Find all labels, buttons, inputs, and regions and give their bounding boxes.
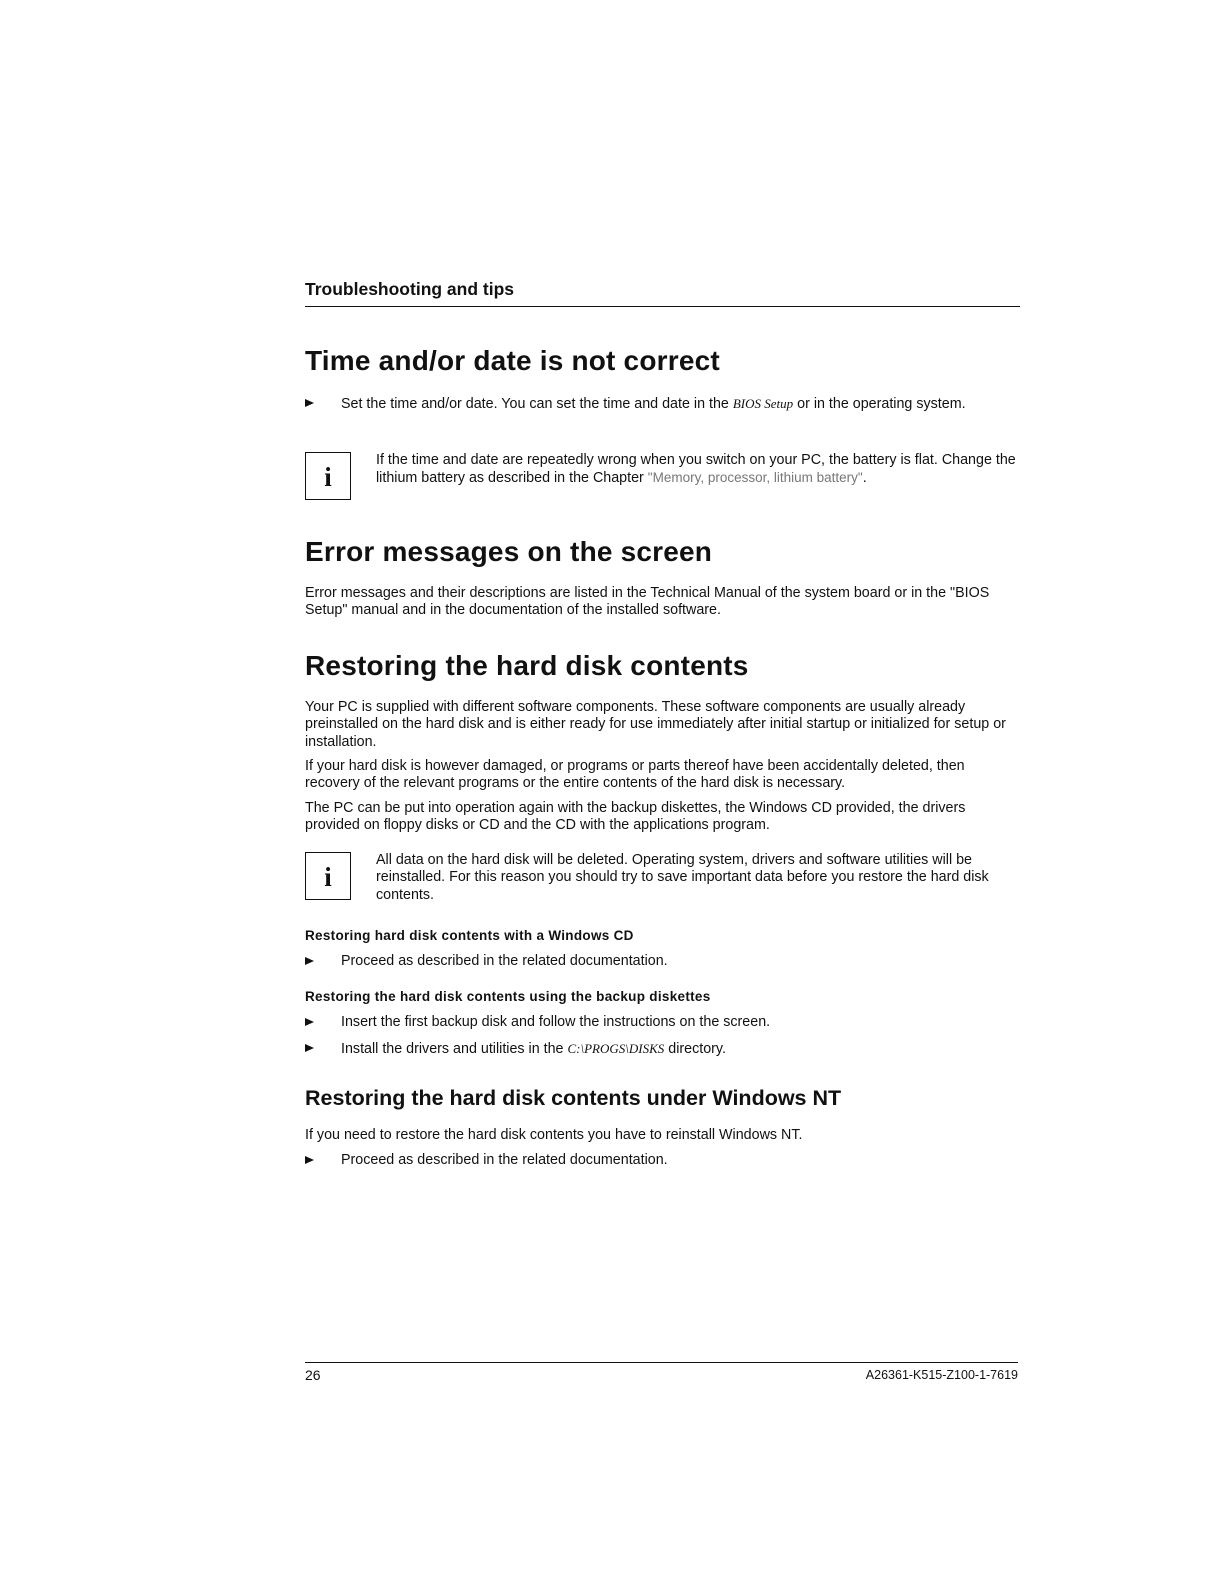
directory-path: C:\PROGS\DISKS	[567, 1041, 665, 1056]
bullet-text: Proceed as described in the related documentation.	[341, 1152, 668, 1168]
info-icon: i	[305, 452, 351, 500]
subheading-windows-cd: Restoring hard disk contents with a Windows CD	[305, 928, 634, 943]
bullet-text: Install the drivers and utilities in the C:\PROGS\DISKS directory.	[341, 1041, 726, 1057]
restore-paragraph-1: Your PC is supplied with different software components. These software components are usually already preinstalled on the hard disk and is either ready for use immediately after initial startup or initialized for setup or installation.	[305, 699, 1006, 750]
manual-page	[305, 0, 1020, 1584]
document-code: A26361-K515-Z100-1-7619	[865, 1368, 1018, 1382]
info-icon: i	[305, 852, 351, 900]
heading-restoring: Restoring the hard disk contents	[305, 650, 749, 681]
running-header: Troubleshooting and tips	[305, 279, 1020, 307]
bullet-arrow-icon	[305, 399, 314, 407]
page-number: 26	[305, 1367, 321, 1383]
note-text: All data on the hard disk will be deleted. Operating system, drivers and software utilities will be reinstalled. For this reason you should try to save important data before you restore the hard disk contents.	[376, 852, 989, 903]
heading-error-messages: Error messages on the screen	[305, 536, 713, 567]
bullet-text: Set the time and/or date. You can set the time and date in the BIOS Setup or in the operating system.	[341, 396, 966, 412]
chapter-link[interactable]: "Memory, processor, lithium battery"	[647, 470, 863, 486]
heading-windows-nt: Restoring the hard disk contents under Windows NT	[305, 1086, 842, 1110]
heading-time-date: Time and/or date is not correct	[305, 345, 720, 376]
bullet-arrow-icon	[305, 1156, 314, 1164]
errors-paragraph: Error messages and their descriptions are listed in the Technical Manual of the system board or in the "BIOS Setup" manual and in the documentation of the installed software.	[305, 585, 990, 619]
subheading-backup-diskettes: Restoring the hard disk contents using the backup diskettes	[305, 989, 711, 1004]
restore-paragraph-3: The PC can be put into operation again with the backup diskettes, the Windows CD provided, the drivers provided on floppy disks or CD and the CD with the applications program.	[305, 800, 966, 834]
bullet-text: Insert the first backup disk and follow the instructions on the screen.	[341, 1014, 771, 1030]
nt-paragraph: If you need to restore the hard disk contents you have to reinstall Windows NT.	[305, 1127, 803, 1143]
bullet-text: Proceed as described in the related documentation.	[341, 953, 668, 969]
bullet-arrow-icon	[305, 957, 314, 965]
bullet-arrow-icon	[305, 1044, 314, 1052]
bios-setup-term: BIOS Setup	[732, 396, 794, 411]
footer-divider	[305, 1362, 1018, 1363]
bullet-arrow-icon	[305, 1018, 314, 1026]
note-text: If the time and date are repeatedly wrong when you switch on your PC, the battery is flat. Change the lithium battery as described in the Chapter "Memory, processor, lithium battery".	[376, 452, 1016, 487]
restore-paragraph-2: If your hard disk is however damaged, or programs or parts thereof have been accidentally deleted, then recovery of the relevant programs or the entire contents of the hard disk is necessary.	[305, 758, 965, 792]
